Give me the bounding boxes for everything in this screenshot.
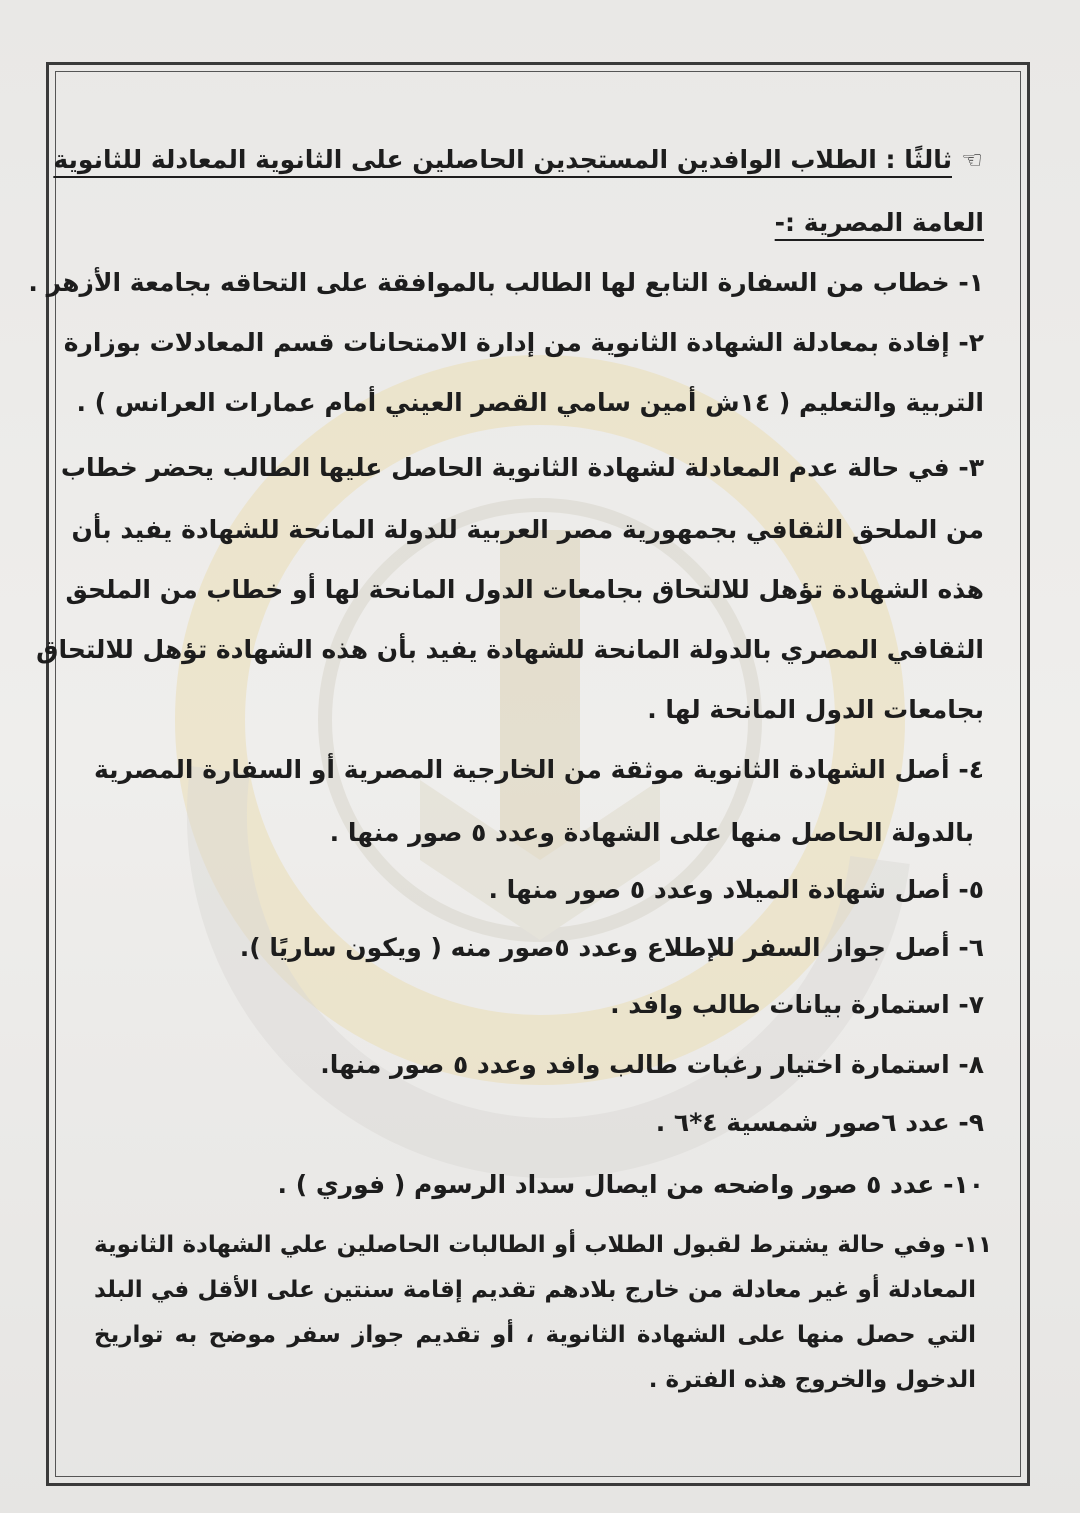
section-heading-cont: العامة المصرية :-: [774, 208, 984, 237]
requirement-line: ٣- في حالة عدم المعادلة لشهادة الثانوية الحاصل عليها الطالب يحضر خطاب: [60, 453, 984, 482]
requirement-line: ١- خطاب من السفارة التابع لها الطالب بالموافقة على التحاقه بجامعة الأزهر .: [28, 268, 984, 297]
requirement-line: ٥- أصل شهادة الميلاد وعدد ٥ صور منها .: [488, 875, 984, 904]
requirement-line: التي حصل منها على الشهادة الثانوية ، أو تقديم جواز سفر موضح به تواريخ: [94, 1322, 976, 1348]
requirement-line: ٩- عدد ٦صور شمسية ٤*٦ .: [655, 1108, 984, 1137]
hand-pointing-icon: ☜: [961, 146, 983, 174]
requirement-line: بجامعات الدول المانحة لها .: [647, 695, 984, 724]
requirement-line: المعادلة أو غير معادلة من خارج بلادهم تقديم إقامة سنتين على الأقل في البلد: [94, 1277, 976, 1303]
requirement-line: هذه الشهادة تؤهل للالتحاق بجامعات الدول المانحة لها أو خطاب من الملحق: [65, 575, 984, 604]
requirement-line: ١٠- عدد ٥ صور واضحه من ايصال سداد الرسوم ( فوري ) .: [277, 1170, 984, 1199]
requirement-line: التربية والتعليم ( ١٤ش أمين سامي القصر العيني أمام عمارات العرانس ) .: [76, 388, 984, 417]
requirement-line: بالدولة الحاصل منها على الشهادة وعدد ٥ صور منها .: [329, 818, 974, 847]
requirement-line: ٤- أصل الشهادة الثانوية موثقة من الخارجية المصرية أو السفارة المصرية: [94, 755, 984, 784]
section-heading: ثالثًا : الطلاب الوافدين المستجدين الحاصلين على الثانوية المعادلة للثانوية: [53, 145, 952, 174]
requirement-line: الثقافي المصري بالدولة المانحة للشهادة يفيد بأن هذه الشهادة تؤهل للالتحاق: [36, 635, 984, 664]
requirement-line: ٧- استمارة بيانات طالب وافد .: [610, 990, 984, 1019]
requirement-line: ١١- وفي حالة يشترط لقبول الطلاب أو الطالبات الحاصلين علي الشهادة الثانوية: [94, 1232, 992, 1258]
requirement-line: الدخول والخروج هذه الفترة .: [648, 1367, 976, 1393]
requirement-line: ٢- إفادة بمعادلة الشهادة الثانوية من إدارة الامتحانات قسم المعادلات بوزارة: [63, 328, 984, 357]
requirement-line: من الملحق الثقافي بجمهورية مصر العربية للدولة المانحة للشهادة يفيد بأن: [71, 515, 984, 544]
requirement-line: ٨- استمارة اختيار رغبات طالب وافد وعدد ٥ صور منها.: [320, 1050, 984, 1079]
requirement-line: ٦- أصل جواز السفر للإطلاع وعدد ٥صور منه ( ويكون ساريًا ).: [239, 933, 984, 962]
